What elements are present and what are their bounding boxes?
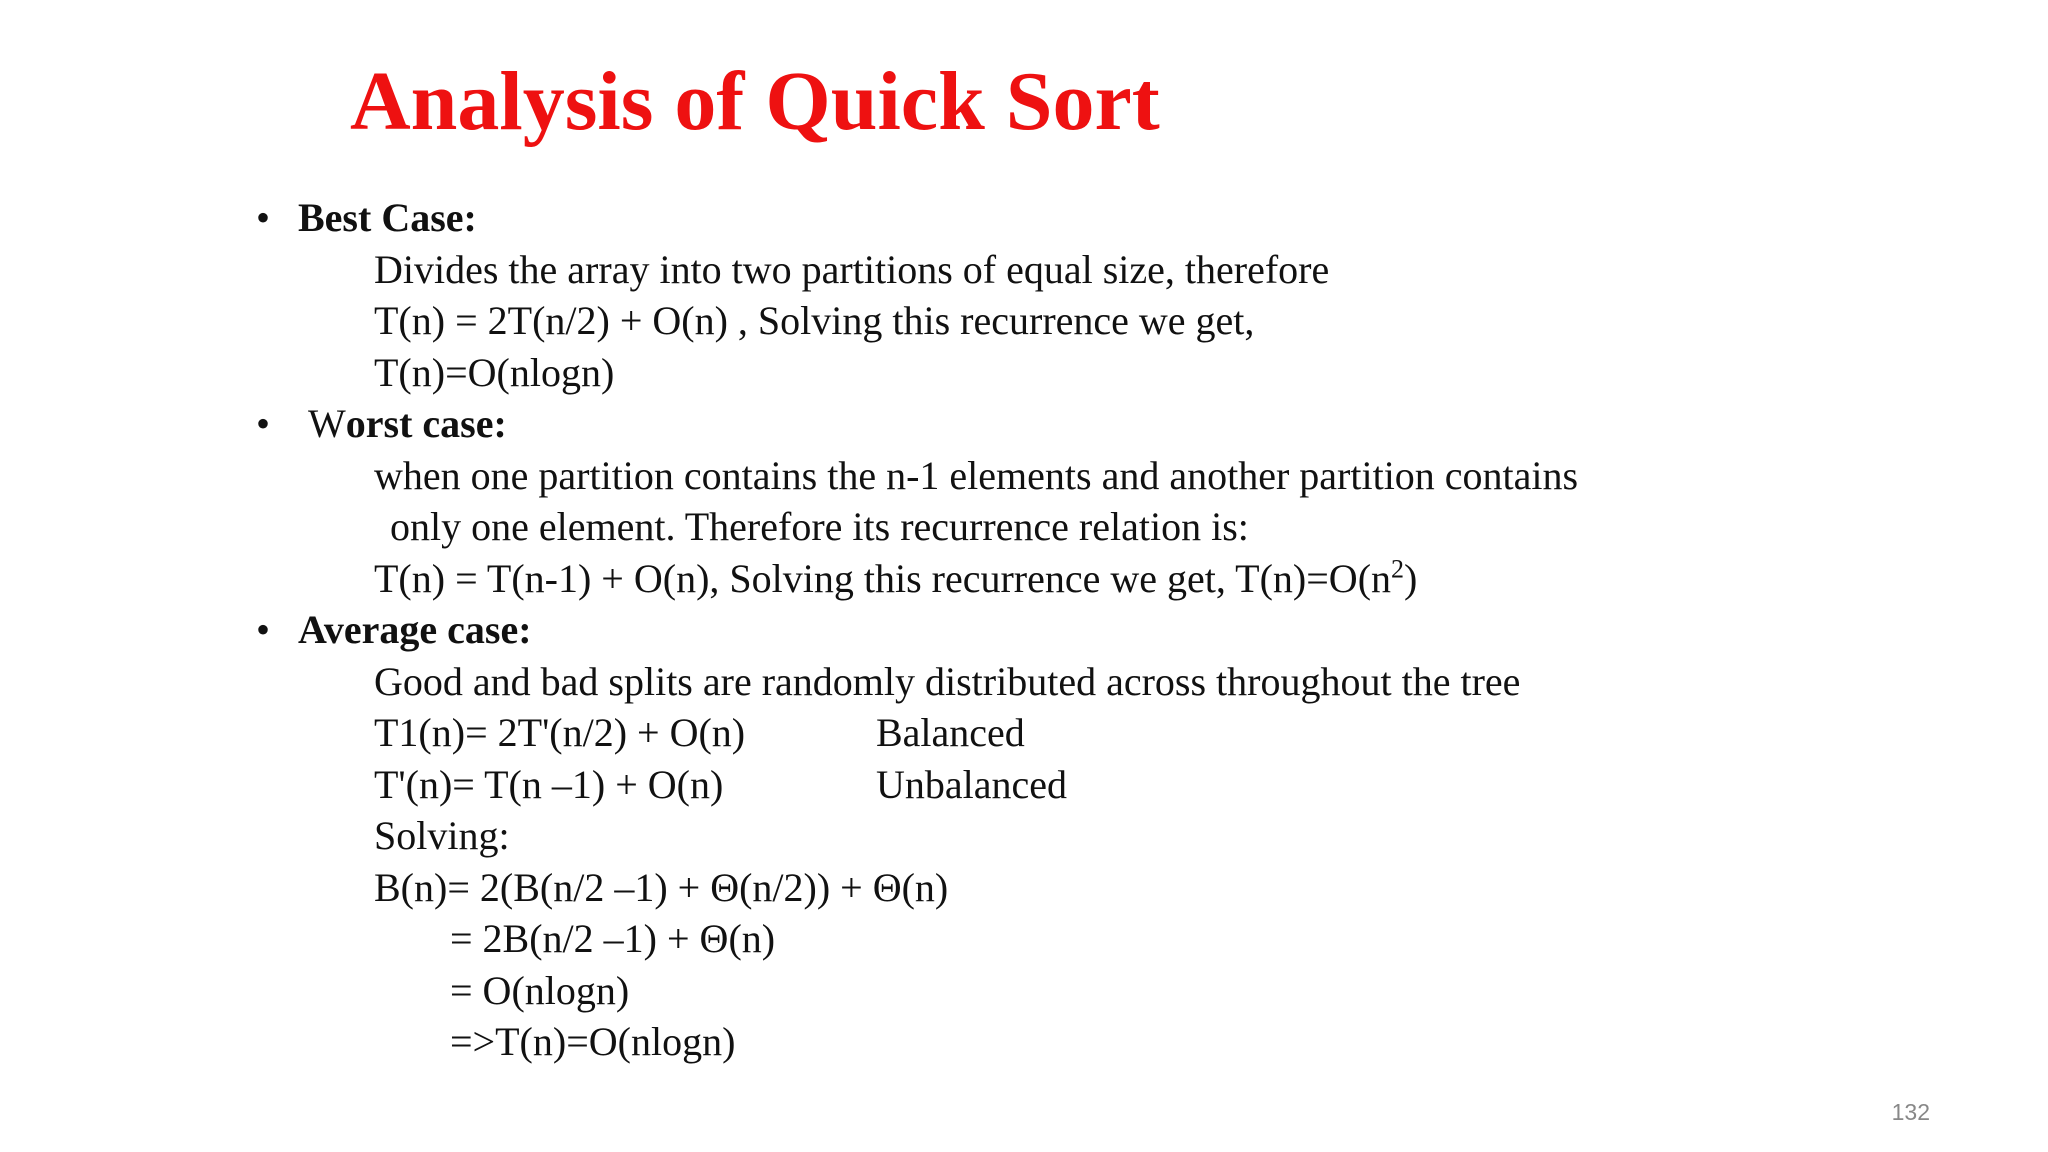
- average-case-heading: Average case:: [298, 607, 532, 652]
- recurrence-formula: T'(n)= T(n –1) + O(n): [374, 761, 724, 807]
- solution-step: = O(nlogn): [450, 967, 630, 1013]
- solution-line: B(n)= 2(B(n/2 –1) + Θ(n/2)) + Θ(n): [374, 864, 949, 910]
- recurrence-label: Balanced: [876, 710, 1025, 755]
- worst-case-heading: orst case:: [345, 401, 507, 446]
- exponent: 2: [1391, 554, 1405, 584]
- average-case-row: [256, 759, 2016, 811]
- worst-case-line: only one element. Therefore its recurrence relation is:: [390, 504, 1249, 549]
- best-case-heading: Best Case:: [298, 195, 477, 240]
- best-case-line: T(n) = 2T(n/2) + O(n) , Solving this recurrence we get,: [374, 298, 1255, 343]
- worst-case-recurrence: [256, 553, 2016, 605]
- bullet-icon: •: [256, 195, 271, 240]
- average-case-intro: Good and bad splits are randomly distributed across throughout the tree: [374, 658, 1521, 704]
- worst-case-line: when one partition contains the n-1 elements and another partition contains: [374, 452, 1579, 498]
- slide-content: [256, 192, 2016, 1068]
- average-case-row: [256, 707, 2016, 759]
- solution-step: = 2B(n/2 –1) + Θ(n): [450, 916, 776, 961]
- recurrence-formula: T1(n)= 2T'(n/2) + O(n): [374, 710, 746, 755]
- best-case-line: T(n)=O(nlogn): [374, 349, 615, 395]
- average-case-heading-line: [256, 604, 2016, 656]
- recurrence-close: ): [1404, 555, 1418, 601]
- bullet-icon: •: [256, 607, 271, 652]
- recurrence-label: Unbalanced: [876, 761, 1068, 807]
- page-number: 132: [1891, 1099, 1930, 1125]
- worst-case-heading-line: [256, 398, 2016, 450]
- worst-case-heading-prefix: W: [308, 401, 346, 446]
- bullet-icon: •: [256, 401, 271, 446]
- best-case-heading-line: [256, 192, 2016, 244]
- slide-title: Analysis of Quick Sort: [350, 55, 1160, 148]
- best-case-line: Divides the array into two partitions of equal size, therefore: [374, 246, 1330, 292]
- solving-label: Solving:: [374, 813, 510, 858]
- solution-step: =>T(n)=O(nlogn): [450, 1019, 736, 1064]
- worst-case-recurrence-text: T(n) = T(n-1) + O(n), Solving this recurrence we get, T(n)=O(n: [374, 555, 1392, 601]
